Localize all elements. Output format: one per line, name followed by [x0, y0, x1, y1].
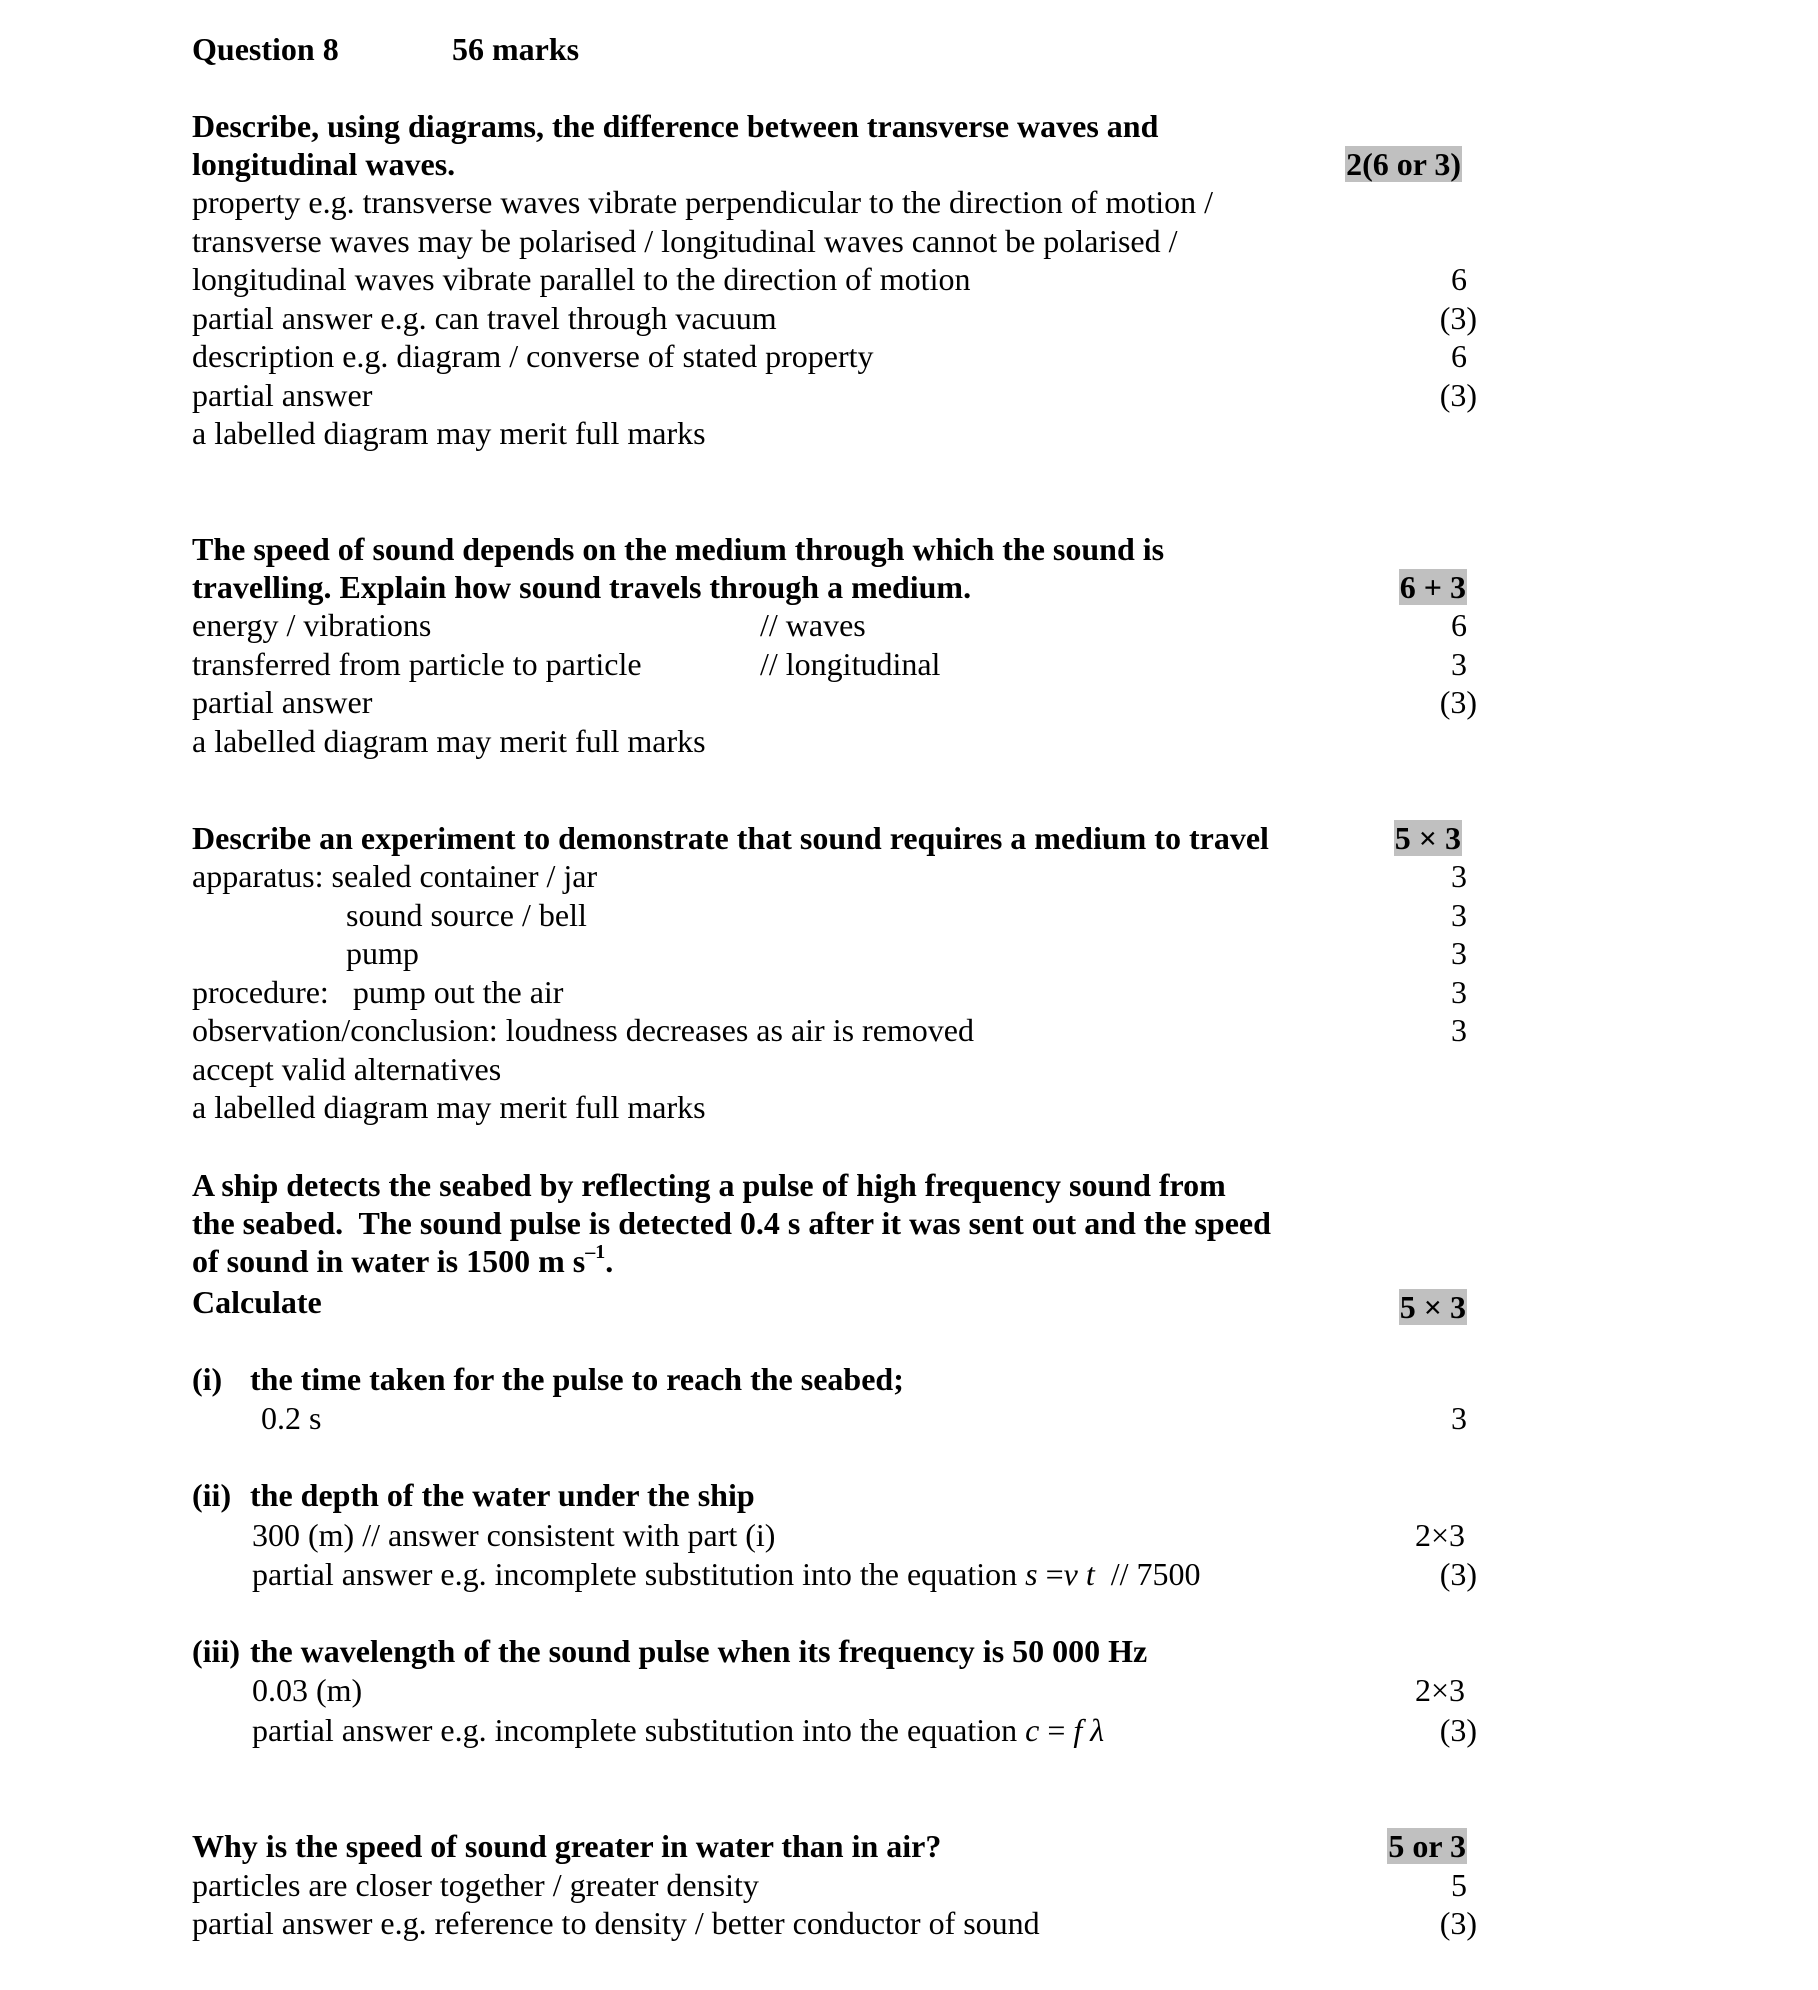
mark-value: 3 [1451, 1012, 1467, 1048]
waves-prompt-line-1: Describe, using diagrams, the difference between transverse waves and [192, 108, 1159, 144]
mark-value: 5 [1451, 1867, 1467, 1903]
ship-prompt-line-2: the seabed. The sound pulse is detected 0.4 s after it was sent out and the speed [192, 1205, 1271, 1241]
mark-value: 3 [1451, 897, 1467, 933]
part-iii-number: (iii) [192, 1633, 240, 1669]
question-total-marks: 56 marks [452, 31, 580, 67]
waves-answer-line: transverse waves may be polarised / longitudinal waves cannot be polarised / [192, 223, 1178, 259]
ship-total-marks [1399, 1288, 1467, 1326]
mark-value: 2×3 [1414, 1672, 1465, 1708]
experiment-answer-line: observation/conclusion: loudness decreases as air is removed [192, 1012, 974, 1048]
waves-answer-line: longitudinal waves vibrate parallel to the direction of motion [192, 261, 971, 297]
waves-answer-line: partial answer e.g. can travel through vacuum [192, 300, 777, 336]
question-number: Question 8 [192, 31, 339, 67]
speed-answer-alt: // waves [760, 607, 866, 643]
part-ii-number: (ii) [192, 1477, 232, 1513]
partial-text: partial answer e.g. incomplete substitution into the equation [252, 1712, 1026, 1748]
marks-highlight: 5 × 3 [1399, 1289, 1466, 1325]
speed-answer-alt: // longitudinal [760, 646, 941, 682]
experiment-answer-line: sound source / bell [346, 897, 587, 933]
experiment-answer-line: procedure: pump out the air [192, 974, 564, 1010]
eq-var: c [1025, 1712, 1040, 1748]
waves-prompt-line-2: longitudinal waves. [192, 146, 456, 182]
waves-answer-line: partial answer [192, 377, 373, 413]
eq-var: f [1073, 1712, 1083, 1748]
part-i-answer: 0.2 s [261, 1400, 322, 1436]
experiment-answer-line: apparatus: sealed container / jar [192, 858, 598, 894]
part-i-number: (i) [192, 1361, 223, 1397]
ship-prompt-line-3 [192, 1242, 613, 1280]
mark-value: (3) [1439, 377, 1477, 413]
waves-total-marks [1345, 145, 1462, 183]
speed-answer-line: energy / vibrations [192, 607, 432, 643]
eq-sign: = [1037, 1556, 1064, 1592]
experiment-answer-line: a labelled diagram may merit full marks [192, 1089, 706, 1125]
experiment-total-marks [1394, 819, 1462, 857]
ship-prompt-line-1: A ship detects the seabed by reflecting a pulse of high frequency sound from [192, 1167, 1226, 1203]
mark-value: 6 [1451, 607, 1467, 643]
eq-var: v [1063, 1556, 1078, 1592]
part-iii-answer: 0.03 (m) [252, 1672, 363, 1708]
mark-value: (3) [1439, 1905, 1477, 1941]
speed-answer-line: partial answer [192, 684, 373, 720]
mark-value: 6 [1451, 261, 1467, 297]
water-air-prompt: Why is the speed of sound greater in water than in air? [192, 1828, 942, 1864]
mark-value: 3 [1451, 935, 1467, 971]
mark-value: (3) [1439, 300, 1477, 336]
eq-var: t [1077, 1556, 1095, 1592]
speed-prompt-line-2: travelling. Explain how sound travels through a medium. [192, 569, 972, 605]
eq-var: λ [1082, 1712, 1105, 1748]
water-air-answer-line: partial answer e.g. reference to density / better conductor of sound [192, 1905, 1040, 1941]
mark-value: 3 [1451, 646, 1467, 682]
mark-value: (3) [1439, 1556, 1477, 1592]
part-iii-question: the wavelength of the sound pulse when its frequency is 50 000 Hz [250, 1633, 1148, 1669]
speed-answer-line: transferred from particle to particle [192, 646, 642, 682]
marks-highlight: 5 or 3 [1388, 1828, 1466, 1864]
eq-var: s [1025, 1556, 1038, 1592]
speed-answer-line: a labelled diagram may merit full marks [192, 723, 706, 759]
part-iii-partial [252, 1711, 1104, 1749]
ship-prompt-text: of sound in water is 1500 m s [192, 1243, 586, 1279]
part-ii-answer: 300 (m) // answer consistent with part (i) [252, 1517, 776, 1553]
speed-total-marks [1399, 568, 1467, 606]
mark-value: (3) [1439, 1712, 1477, 1748]
experiment-prompt: Describe an experiment to demonstrate that sound requires a medium to travel [192, 820, 1269, 856]
waves-answer-line: a labelled diagram may merit full marks [192, 415, 706, 451]
experiment-answer-line: accept valid alternatives [192, 1051, 502, 1087]
part-ii-partial [252, 1555, 1201, 1593]
ship-prompt-period: . [605, 1243, 614, 1279]
mark-value: 2×3 [1414, 1517, 1465, 1553]
marks-highlight: 2(6 or 3) [1346, 146, 1461, 182]
marks-highlight: 6 + 3 [1399, 569, 1466, 605]
eq-sign: = [1039, 1712, 1074, 1748]
ship-calculate-label: Calculate [192, 1284, 322, 1320]
mark-value: 3 [1451, 1400, 1467, 1436]
part-ii-question: the depth of the water under the ship [250, 1477, 755, 1513]
partial-text: partial answer e.g. incomplete substitution into the equation [252, 1556, 1026, 1592]
unit-exponent: –1 [585, 1241, 606, 1264]
mark-value: 3 [1451, 974, 1467, 1010]
mark-value: 6 [1451, 338, 1467, 374]
experiment-answer-line: pump [346, 935, 419, 971]
mark-value: 3 [1451, 858, 1467, 894]
waves-answer-line: property e.g. transverse waves vibrate perpendicular to the direction of motion / [192, 184, 1213, 220]
mark-value: (3) [1439, 684, 1477, 720]
eq-alt: // 7500 [1094, 1556, 1201, 1592]
marks-highlight: 5 × 3 [1394, 820, 1461, 856]
speed-prompt-line-1: The speed of sound depends on the medium through which the sound is [192, 531, 1165, 567]
water-air-answer-line: particles are closer together / greater density [192, 1867, 759, 1903]
part-i-question: the time taken for the pulse to reach the seabed; [250, 1361, 904, 1397]
waves-answer-line: description e.g. diagram / converse of stated property [192, 338, 874, 374]
water-air-total-marks [1387, 1827, 1467, 1865]
